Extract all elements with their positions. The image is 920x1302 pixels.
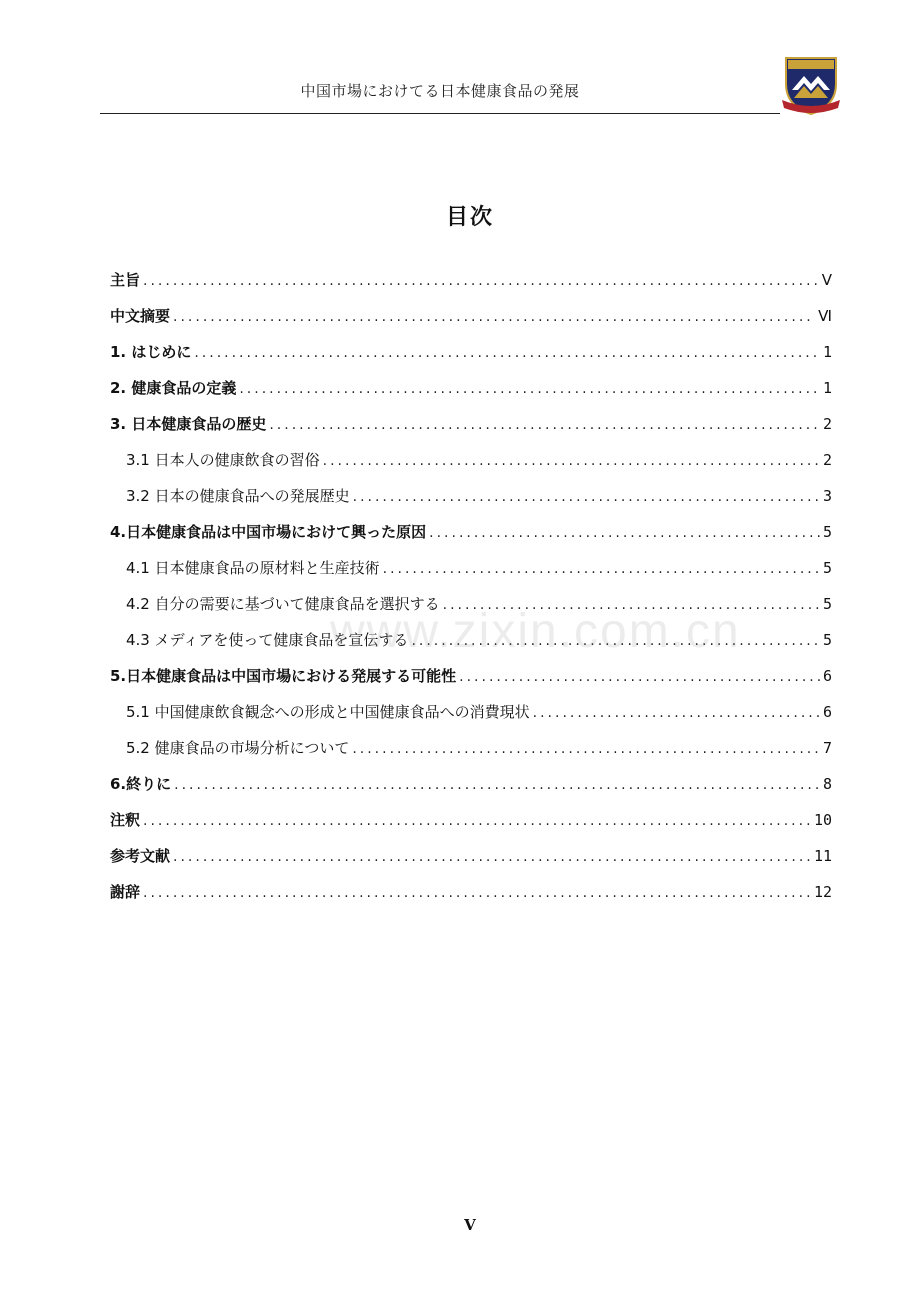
toc-entry[interactable]	[110, 482, 832, 518]
toc-entry-page: 5	[822, 595, 832, 613]
toc-entry-label: 6.終りに	[110, 775, 172, 793]
toc-entry[interactable]	[110, 806, 832, 842]
toc-dot-leader	[194, 339, 820, 367]
toc-entry-page: 2	[822, 415, 832, 433]
header-rule	[100, 113, 780, 114]
toc-entry-page: 1	[822, 343, 832, 361]
toc-entry[interactable]	[110, 842, 832, 878]
toc-entry-label: 5.日本健康食品は中国市場における発展する可能性	[110, 667, 457, 685]
toc-entry-page: Ⅴ	[821, 271, 832, 289]
toc-entry-label: 主旨	[110, 271, 141, 289]
toc-entry-label: 謝辞	[110, 883, 141, 901]
toc-title: 目次	[445, 205, 494, 230]
toc-entry[interactable]	[110, 374, 832, 410]
toc-entry-label: 4.日本健康食品は中国市場におけて興った原因	[110, 523, 427, 541]
toc-entry[interactable]	[110, 734, 832, 770]
toc-dot-leader	[239, 375, 820, 403]
toc-entry-label: 1. はじめに	[110, 343, 192, 361]
toc-entry-page: 2	[822, 451, 832, 469]
toc-entry-label: 参考文献	[110, 847, 171, 865]
toc-dot-leader	[174, 771, 820, 799]
toc-entry-label: 4.3 メディアを使って健康食品を宣伝する	[126, 631, 409, 649]
toc-entry-page: 1	[822, 379, 832, 397]
toc-entry-label: 4.2 自分の需要に基づいて健康食品を選択する	[126, 595, 440, 613]
table-of-contents	[110, 266, 832, 914]
toc-dot-leader	[269, 411, 820, 439]
toc-dot-leader	[383, 555, 820, 583]
toc-dot-leader	[173, 843, 811, 871]
toc-entry-page: 3	[822, 487, 832, 505]
toc-entry[interactable]	[110, 662, 832, 698]
toc-entry-page: 5	[822, 631, 832, 649]
toc-entry[interactable]	[110, 770, 832, 806]
toc-entry-label: 中文摘要	[110, 307, 171, 325]
toc-dot-leader	[143, 267, 819, 295]
toc-dot-leader	[143, 879, 811, 907]
toc-entry-label: 3. 日本健康食品の歴史	[110, 415, 267, 433]
toc-entry-label: 3.2 日本の健康食品への発展歴史	[126, 487, 350, 505]
toc-entry-label: 4.1 日本健康食品の原材料と生産技術	[126, 559, 380, 577]
toc-dot-leader	[533, 699, 820, 727]
university-crest-icon	[780, 50, 842, 116]
toc-dot-leader	[323, 447, 820, 475]
toc-entry[interactable]	[110, 410, 832, 446]
toc-entry-page: 11	[813, 847, 832, 865]
toc-entry-label: 5.2 健康食品の市場分析について	[126, 739, 350, 757]
toc-entry-page: 5	[822, 559, 832, 577]
toc-entry-label: 注釈	[110, 811, 141, 829]
toc-entry-page: 6	[822, 703, 832, 721]
toc-entry-label: 3.1 日本人の健康飲食の習俗	[126, 451, 320, 469]
toc-dot-leader	[429, 519, 820, 547]
toc-entry[interactable]	[110, 338, 832, 374]
toc-entry-label: 2. 健康食品の定義	[110, 379, 237, 397]
toc-entry-label: 5.1 中国健康飲食観念への形成と中国健康食品への消費現状	[126, 703, 530, 721]
toc-entry-page: 8	[822, 775, 832, 793]
toc-dot-leader	[352, 735, 820, 763]
toc-entry[interactable]	[110, 302, 832, 338]
toc-entry-page: Ⅵ	[818, 307, 832, 325]
toc-entry-page: 10	[813, 811, 832, 829]
toc-dot-leader	[353, 483, 820, 511]
toc-entry[interactable]	[110, 266, 832, 302]
toc-entry[interactable]	[110, 518, 832, 554]
toc-dot-leader	[173, 303, 815, 331]
watermark: www.zixin.com.cn	[330, 605, 741, 658]
toc-entry-page: 6	[822, 667, 832, 685]
toc-dot-leader	[459, 663, 820, 691]
toc-dot-leader	[143, 807, 811, 835]
toc-entry[interactable]	[110, 554, 832, 590]
toc-entry-page: 5	[822, 523, 832, 541]
toc-entry[interactable]	[110, 878, 832, 914]
page-number: V	[464, 1216, 476, 1234]
toc-entry-page: 7	[822, 739, 832, 757]
toc-entry-page: 12	[813, 883, 832, 901]
toc-entry[interactable]	[110, 446, 832, 482]
running-header-title: 中国市場におけてる日本健康食品の発展	[300, 82, 580, 100]
toc-entry[interactable]	[110, 698, 832, 734]
